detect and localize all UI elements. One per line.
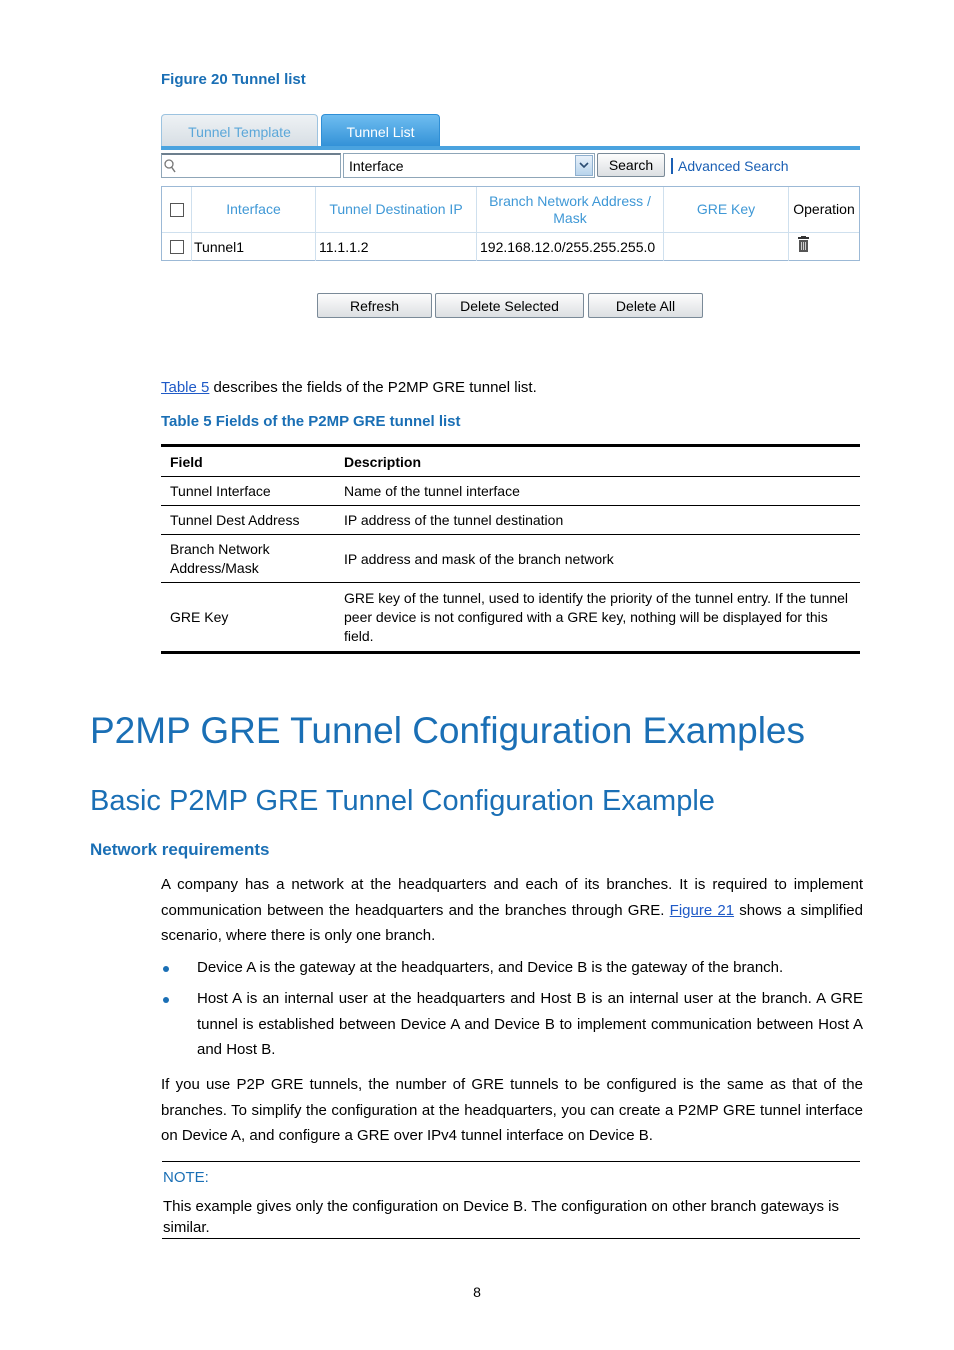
table-row [161, 535, 860, 583]
figure-21-link[interactable]: Figure 21 [669, 901, 735, 919]
note-bottom-rule [162, 1238, 860, 1239]
heading-level-2: Basic P2MP GRE Tunnel Configuration Example [90, 785, 715, 817]
field-name: Tunnel Dest Address [170, 512, 300, 528]
note-top-rule [162, 1161, 860, 1162]
row-operation [789, 233, 859, 261]
advanced-search-link[interactable]: Advanced Search [671, 158, 789, 174]
field-name: Tunnel Interface [170, 483, 271, 499]
table-intro [161, 375, 537, 401]
bullet-item: Device A is the gateway at the headquarters, and Device B is the gateway of the branch. [197, 959, 784, 976]
note-text: This example gives only the configuration on Device B. The configuration on other branch gateways is similar. [163, 1198, 839, 1236]
bullet-marker [163, 997, 169, 1003]
paragraph-configuration: If you use P2P GRE tunnels, the number of GRE tunnels to be configured is the same as that of the branches. To simplify the configuration at the headquarters, you can create a P2MP GRE tunnel interface on Device A, and configure a GRE over IPv4 tunnel interface on Device B. [161, 1076, 863, 1144]
row-destination-ip: 11.1.1.2 [316, 233, 477, 261]
column-header-field: Field [170, 453, 203, 470]
field-name: Branch Network Address/Mask [170, 540, 270, 576]
table-intro-text: describes the fields of the P2MP GRE tunnel list. [209, 379, 537, 396]
row-interface: Tunnel1 [192, 233, 316, 261]
tab-tunnel-list[interactable]: Tunnel List [321, 114, 440, 148]
paragraph-requirements [161, 872, 863, 949]
refresh-button[interactable]: Refresh [317, 293, 432, 318]
column-header-gre-key[interactable]: GRE Key [664, 187, 789, 232]
search-button[interactable]: Search [597, 153, 665, 177]
bullet-marker [163, 966, 169, 972]
column-header-branch-network[interactable]: Branch Network Address / Mask [477, 187, 664, 232]
filter-select-value: Interface [349, 157, 404, 174]
row-checkbox[interactable] [170, 240, 184, 254]
column-header-destination-ip[interactable]: Tunnel Destination IP [316, 187, 477, 232]
column-header-interface[interactable]: Interface [192, 187, 316, 232]
table-row [161, 506, 860, 535]
tunnel-list-table [161, 186, 860, 261]
field-name: GRE Key [170, 609, 229, 625]
fields-table-header [161, 446, 860, 477]
select-all-checkbox[interactable] [170, 203, 184, 217]
column-header-description: Description [344, 453, 422, 470]
filter-select[interactable] [343, 153, 595, 178]
chevron-down-icon[interactable] [575, 155, 593, 176]
table-caption: Table 5 Fields of the P2MP GRE tunnel list [161, 413, 461, 430]
fields-table [161, 444, 860, 654]
bullet-item: Host A is an internal user at the headquarters and Host B is an internal user at the branch. A GRE tunnel is established between Device A and Device B to implement communication between Host A and Host B. [197, 990, 863, 1058]
table-row [161, 583, 860, 653]
paragraph-text: A company has a network at the headquarters and each of its branches. It is required to implement communication between the headquarters and the branches through GRE. [161, 876, 863, 919]
heading-level-3: Network requirements [90, 840, 270, 859]
field-description: IP address of the tunnel destination [344, 512, 564, 528]
row-branch-network: 192.168.12.0/255.255.255.0 [477, 233, 664, 261]
column-header-operation: Operation [793, 201, 855, 217]
search-input-box[interactable] [161, 153, 341, 178]
tab-tunnel-template[interactable]: Tunnel Template [161, 114, 318, 148]
header-select-all-cell [162, 187, 192, 232]
tab-bar-underline [161, 146, 860, 150]
field-description: GRE key of the tunnel, used to identify the priority of the tunnel entry. If the tunnel peer device is not configured with a GRE key, nothing will be displayed for this field. [344, 589, 849, 644]
note-label: NOTE: [163, 1169, 209, 1186]
delete-all-button[interactable]: Delete All [588, 293, 703, 318]
field-description: Name of the tunnel interface [344, 483, 520, 499]
paragraph-text: shows a simplified scenario, where there is only one branch. [161, 901, 863, 944]
field-description: IP address and mask of the branch network [344, 550, 614, 567]
page-number: 8 [473, 1284, 481, 1300]
trash-icon[interactable] [797, 236, 810, 253]
search-input[interactable] [178, 156, 336, 175]
row-select-cell [162, 233, 192, 261]
table-row [161, 477, 860, 506]
search-icon [163, 158, 177, 174]
heading-level-1: P2MP GRE Tunnel Configuration Examples [90, 710, 806, 751]
delete-selected-button[interactable]: Delete Selected [435, 293, 584, 318]
figure-caption: Figure 20 Tunnel list [161, 71, 306, 88]
row-gre-key [664, 233, 789, 261]
table-5-link[interactable]: Table 5 [161, 379, 210, 396]
